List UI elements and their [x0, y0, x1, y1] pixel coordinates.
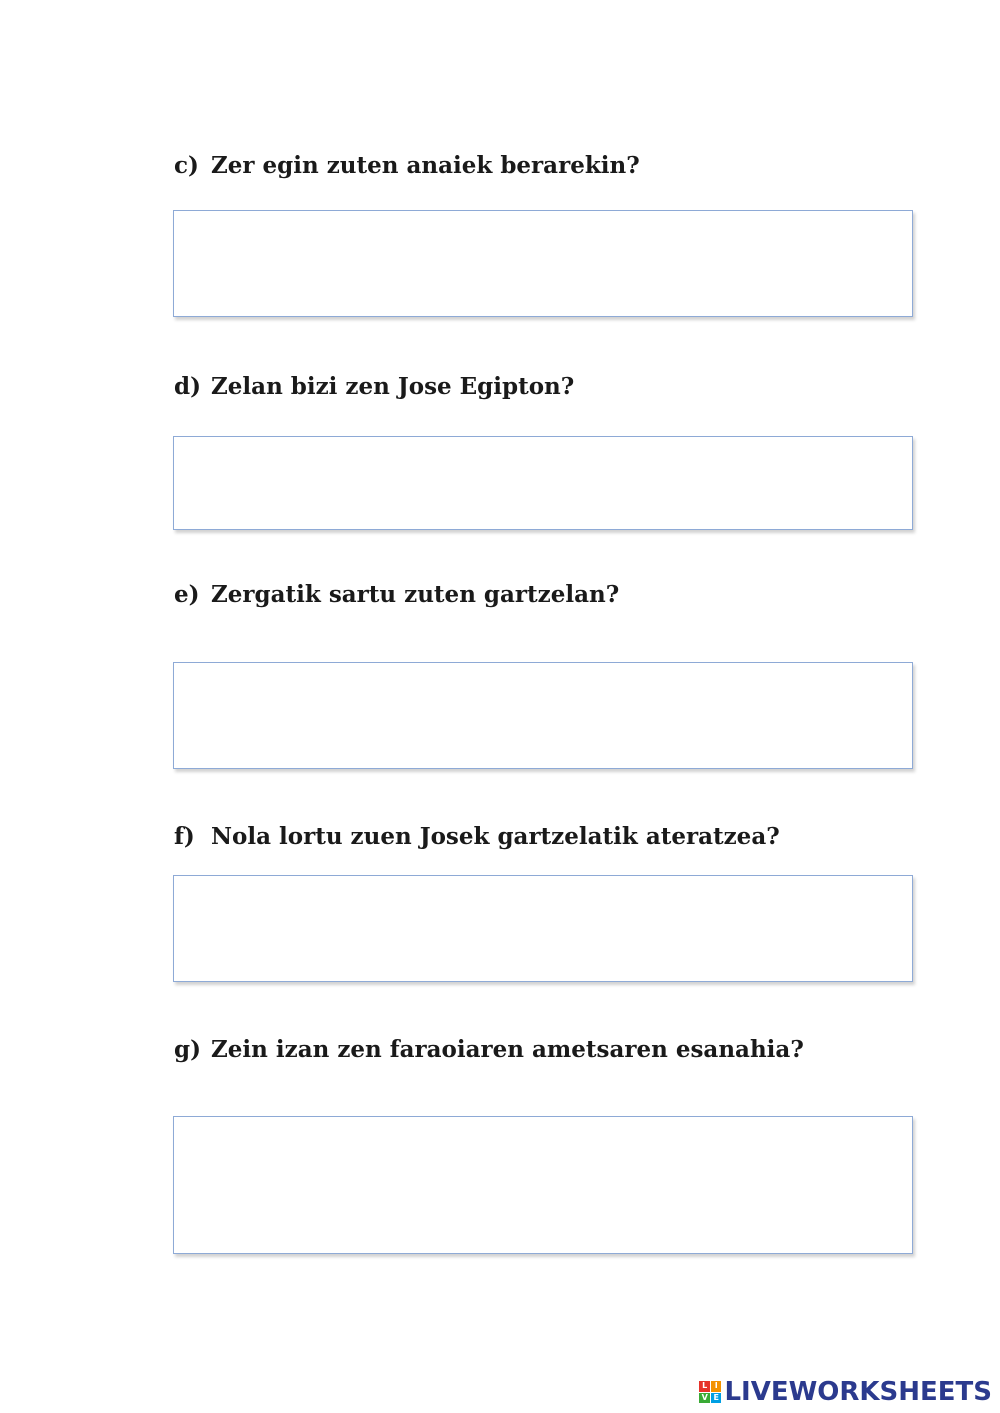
answer-input-d[interactable] [174, 437, 912, 529]
logo-letter: V [699, 1393, 710, 1404]
logo-letter: I [711, 1381, 722, 1392]
answer-box-c [173, 210, 913, 317]
answer-input-g[interactable] [174, 1117, 912, 1253]
logo-letter: E [711, 1393, 722, 1404]
question-e [174, 581, 619, 608]
answer-input-c[interactable] [174, 211, 912, 316]
question-letter: c) [174, 152, 199, 179]
question-letter: e) [174, 581, 200, 608]
question-text: Zer egin zuten anaiek berarekin? [211, 152, 640, 179]
question-g [174, 1036, 804, 1063]
question-letter: f) [174, 823, 195, 850]
question-text: Zelan bizi zen Jose Egipton? [211, 373, 575, 400]
answer-box-f [173, 875, 913, 982]
answer-box-e [173, 662, 913, 769]
question-letter: d) [174, 373, 201, 400]
brand-watermark [699, 1377, 992, 1407]
question-f [174, 823, 780, 850]
answer-input-f[interactable] [174, 876, 912, 981]
brand-logo-icon [699, 1381, 721, 1403]
question-letter: g) [174, 1036, 201, 1063]
question-text: Nola lortu zuen Josek gartzelatik ateratzea? [211, 823, 780, 850]
answer-box-d [173, 436, 913, 530]
question-d [174, 373, 574, 400]
logo-letter: L [699, 1381, 710, 1392]
question-c [174, 152, 640, 179]
brand-name: LIVEWORKSHEETS [724, 1377, 992, 1407]
question-text: Zein izan zen faraoiaren ametsaren esanahia? [211, 1036, 804, 1063]
question-text: Zergatik sartu zuten gartzelan? [211, 581, 620, 608]
answer-box-g [173, 1116, 913, 1254]
answer-input-e[interactable] [174, 663, 912, 768]
